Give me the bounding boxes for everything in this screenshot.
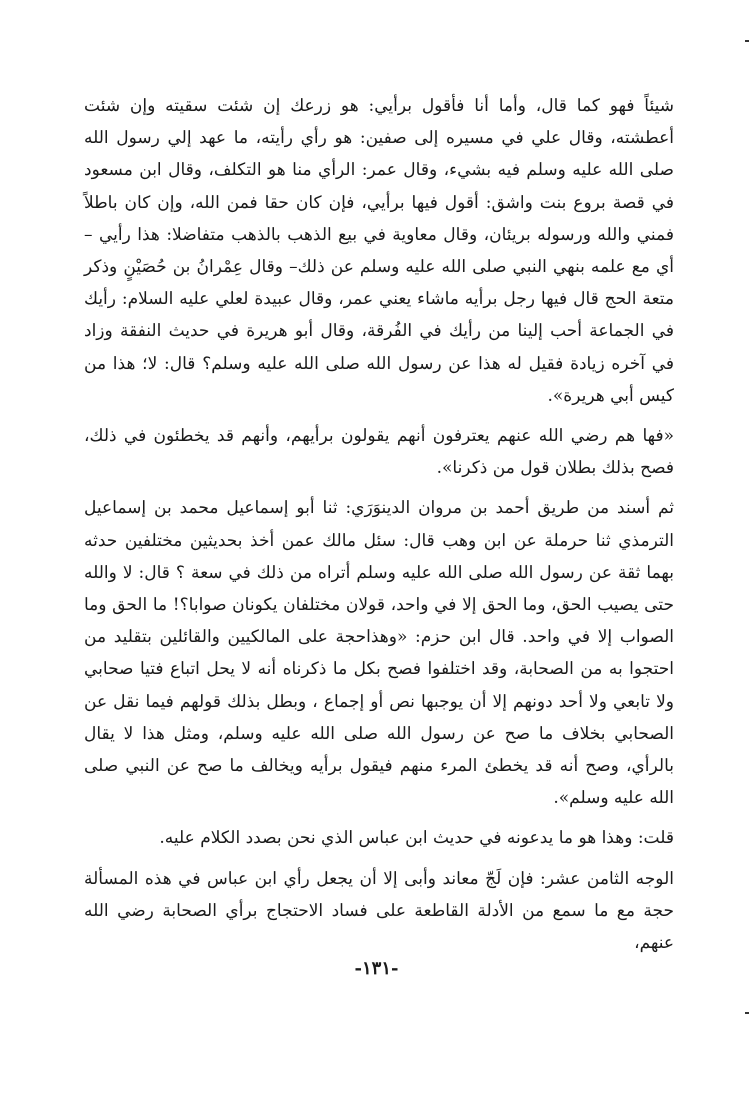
page-number: -١٣١-	[354, 958, 399, 979]
scan-edge-mark	[745, 1012, 749, 1014]
paragraph-malik-narration: ثم أسند من طريق أحمد بن مروان الدينوَرَي: ثنا أبو إسماعيل محمد بن إسماعيل الترمذي ثنا حرملة عن ابن وهب قال: سئل مالك عمن أخذ بحديثين مختلفين حدثه بهما ثقة عن رسول الله صلى الله عليه وسلم أتراه من ذلك في سعة ؟ قال: لا والله حتى يصيب الحق، وما الحق إلا في واحد، قولان مختلفان يكونان صوابا؟! ما الحق وما الصواب إلا في واحد. قال ابن حزم: «وهذاحجة على المالكيين والقائلين بتقليد من احتجوا به من الصحابة، وقد اختلفوا فصح بكل ما ذكرناه أنه لا يحل اتباع فتيا صحابي ولا تابعي ولا أحد دونهم إلا أن يوجبها نص أو إجماع ، وبطل بذلك قولهم فيما نقل عن الصحابي بخلاف ما صح عن رسول الله صلى الله عليه وسلم، ومثل هذا لا يقال بالرأي، وصح أنه قد يخطئ المرء منهم فيقول برأيه ويخالف ما صح عن النبي صلى الله عليه وسلم».	[84, 498, 674, 809]
document-body	[84, 90, 674, 959]
scan-edge-mark	[745, 40, 749, 42]
paragraph-author-remark: قلت: وهذا هو ما يدعونه في حديث ابن عباس الذي نحن بصدد الكلام عليه.	[159, 828, 674, 849]
paragraph-conclusion-quote: «فها هم رضي الله عنهم يعترفون أنهم يقولون برأيهم، وأنهم قد يخطئون في ذلك، فصح بذلك بطلان قول من ذكرنا».	[84, 426, 674, 479]
paragraph-eighteenth-aspect: الوجه الثامن عشر: فإن لَجّ معاند وأبى إلا أن يجعل رأي ابن عباس في هذه المسألة حجة مع ما سمع من الأدلة القاطعة على فساد الاحتجاج برأي الصحابة رضي الله عنهم،	[84, 868, 674, 954]
paragraph-quotes-of-companions: شيئاً فهو كما قال، وأما أنا فأقول برأيي: هو زرعك إن شئت سقيته وإن شئت أعطشته، وقال علي في مسيره إلى صفين: هو رأي رأيته، ما عهد إلي رسول الله صلى الله عليه وسلم فيه بشيء، وقال عمر: الرأي منا هو التكلف، وقال ابن مسعود في قصة بروع بنت واشق: أقول فيها برأيي، فإن كان حقا فمن الله، وإن كان باطلاً فمني والله ورسوله بريئان، وقال معاوية في بيع الذهب بالذهب متفاضلا: هذا رأيي – أي مع علمه بنهي النبي صلى الله عليه وسلم عن ذلك– وقال عِمْرانُ بن حُصَيْنٍ وذكر متعة الحج قال فيها رجل برأيه ماشاء يعني عمر، وقال عبيدة لعلي عليه السلام: رأيك في الجماعة أحب إلينا من رأيك في الفُرقة، وقال أبو هريرة في حديث النفقة وزاد في آخره زيادة فقيل له هذا عن رسول الله صلى الله عليه وسلم؟ قال: لا؛ هذا من كيس أبي هريرة».	[84, 96, 674, 406]
